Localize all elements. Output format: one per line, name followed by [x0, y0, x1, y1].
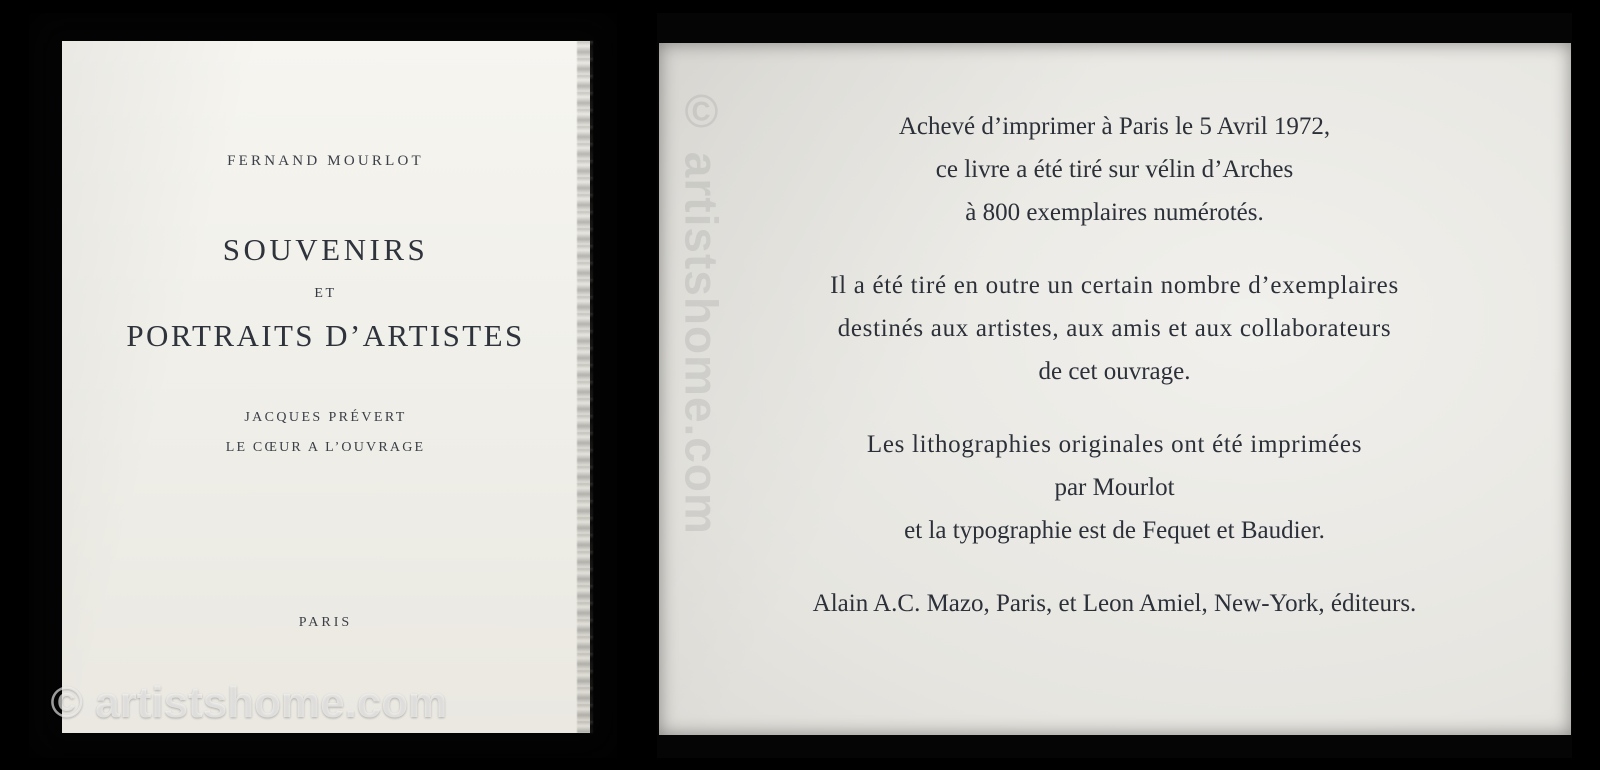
colophon-line: destinés aux artistes, aux amis et aux collaborateurs	[837, 314, 1392, 342]
title-page-contributor: JACQUES PRÉVERT	[244, 409, 407, 425]
colophon-page-photo	[657, 13, 1572, 758]
colophon-text	[659, 105, 1571, 625]
colophon-paragraph	[659, 105, 1571, 234]
title-page-conjunction: ET	[314, 285, 337, 301]
colophon-line: Achevé d’imprimer à Paris le 5 Avril 1972,	[898, 112, 1331, 140]
colophon-page-sheet	[659, 43, 1571, 735]
title-page-city: PARIS	[298, 614, 353, 630]
title-page-contribution-title: LE CŒUR A L’OUVRAGE	[225, 439, 426, 455]
colophon-paragraph	[659, 582, 1571, 625]
title-page-title-line1: SOUVENIRS	[222, 231, 429, 267]
colophon-line: Les lithographies originales ont été imprimées	[866, 430, 1363, 458]
watermark-vertical: © artistshome.com	[675, 84, 728, 535]
colophon-line: par Mourlot	[1054, 473, 1175, 501]
colophon-line: Alain A.C. Mazo, Paris, et Leon Amiel, New-York, éditeurs.	[812, 589, 1417, 617]
title-page-sheet	[62, 41, 590, 733]
title-page-title-line2: PORTRAITS D’ARTISTES	[126, 317, 525, 353]
watermark-bottom-left: © artistshome.com	[50, 677, 448, 727]
colophon-line: à 800 exemplaires numérotés.	[965, 198, 1264, 226]
colophon-paragraph	[659, 264, 1571, 393]
colophon-line: et la typographie est de Fequet et Baudier.	[904, 516, 1325, 544]
colophon-paragraph	[659, 423, 1571, 552]
colophon-line: de cet ouvrage.	[1038, 357, 1191, 385]
title-page-photo	[29, 13, 617, 758]
colophon-line: ce livre a été tiré sur vélin d’Arches	[935, 155, 1294, 183]
title-page-author: FERNAND MOURLOT	[227, 152, 424, 169]
colophon-line: Il a été tiré en outre un certain nombre d’exemplaires	[830, 271, 1399, 299]
